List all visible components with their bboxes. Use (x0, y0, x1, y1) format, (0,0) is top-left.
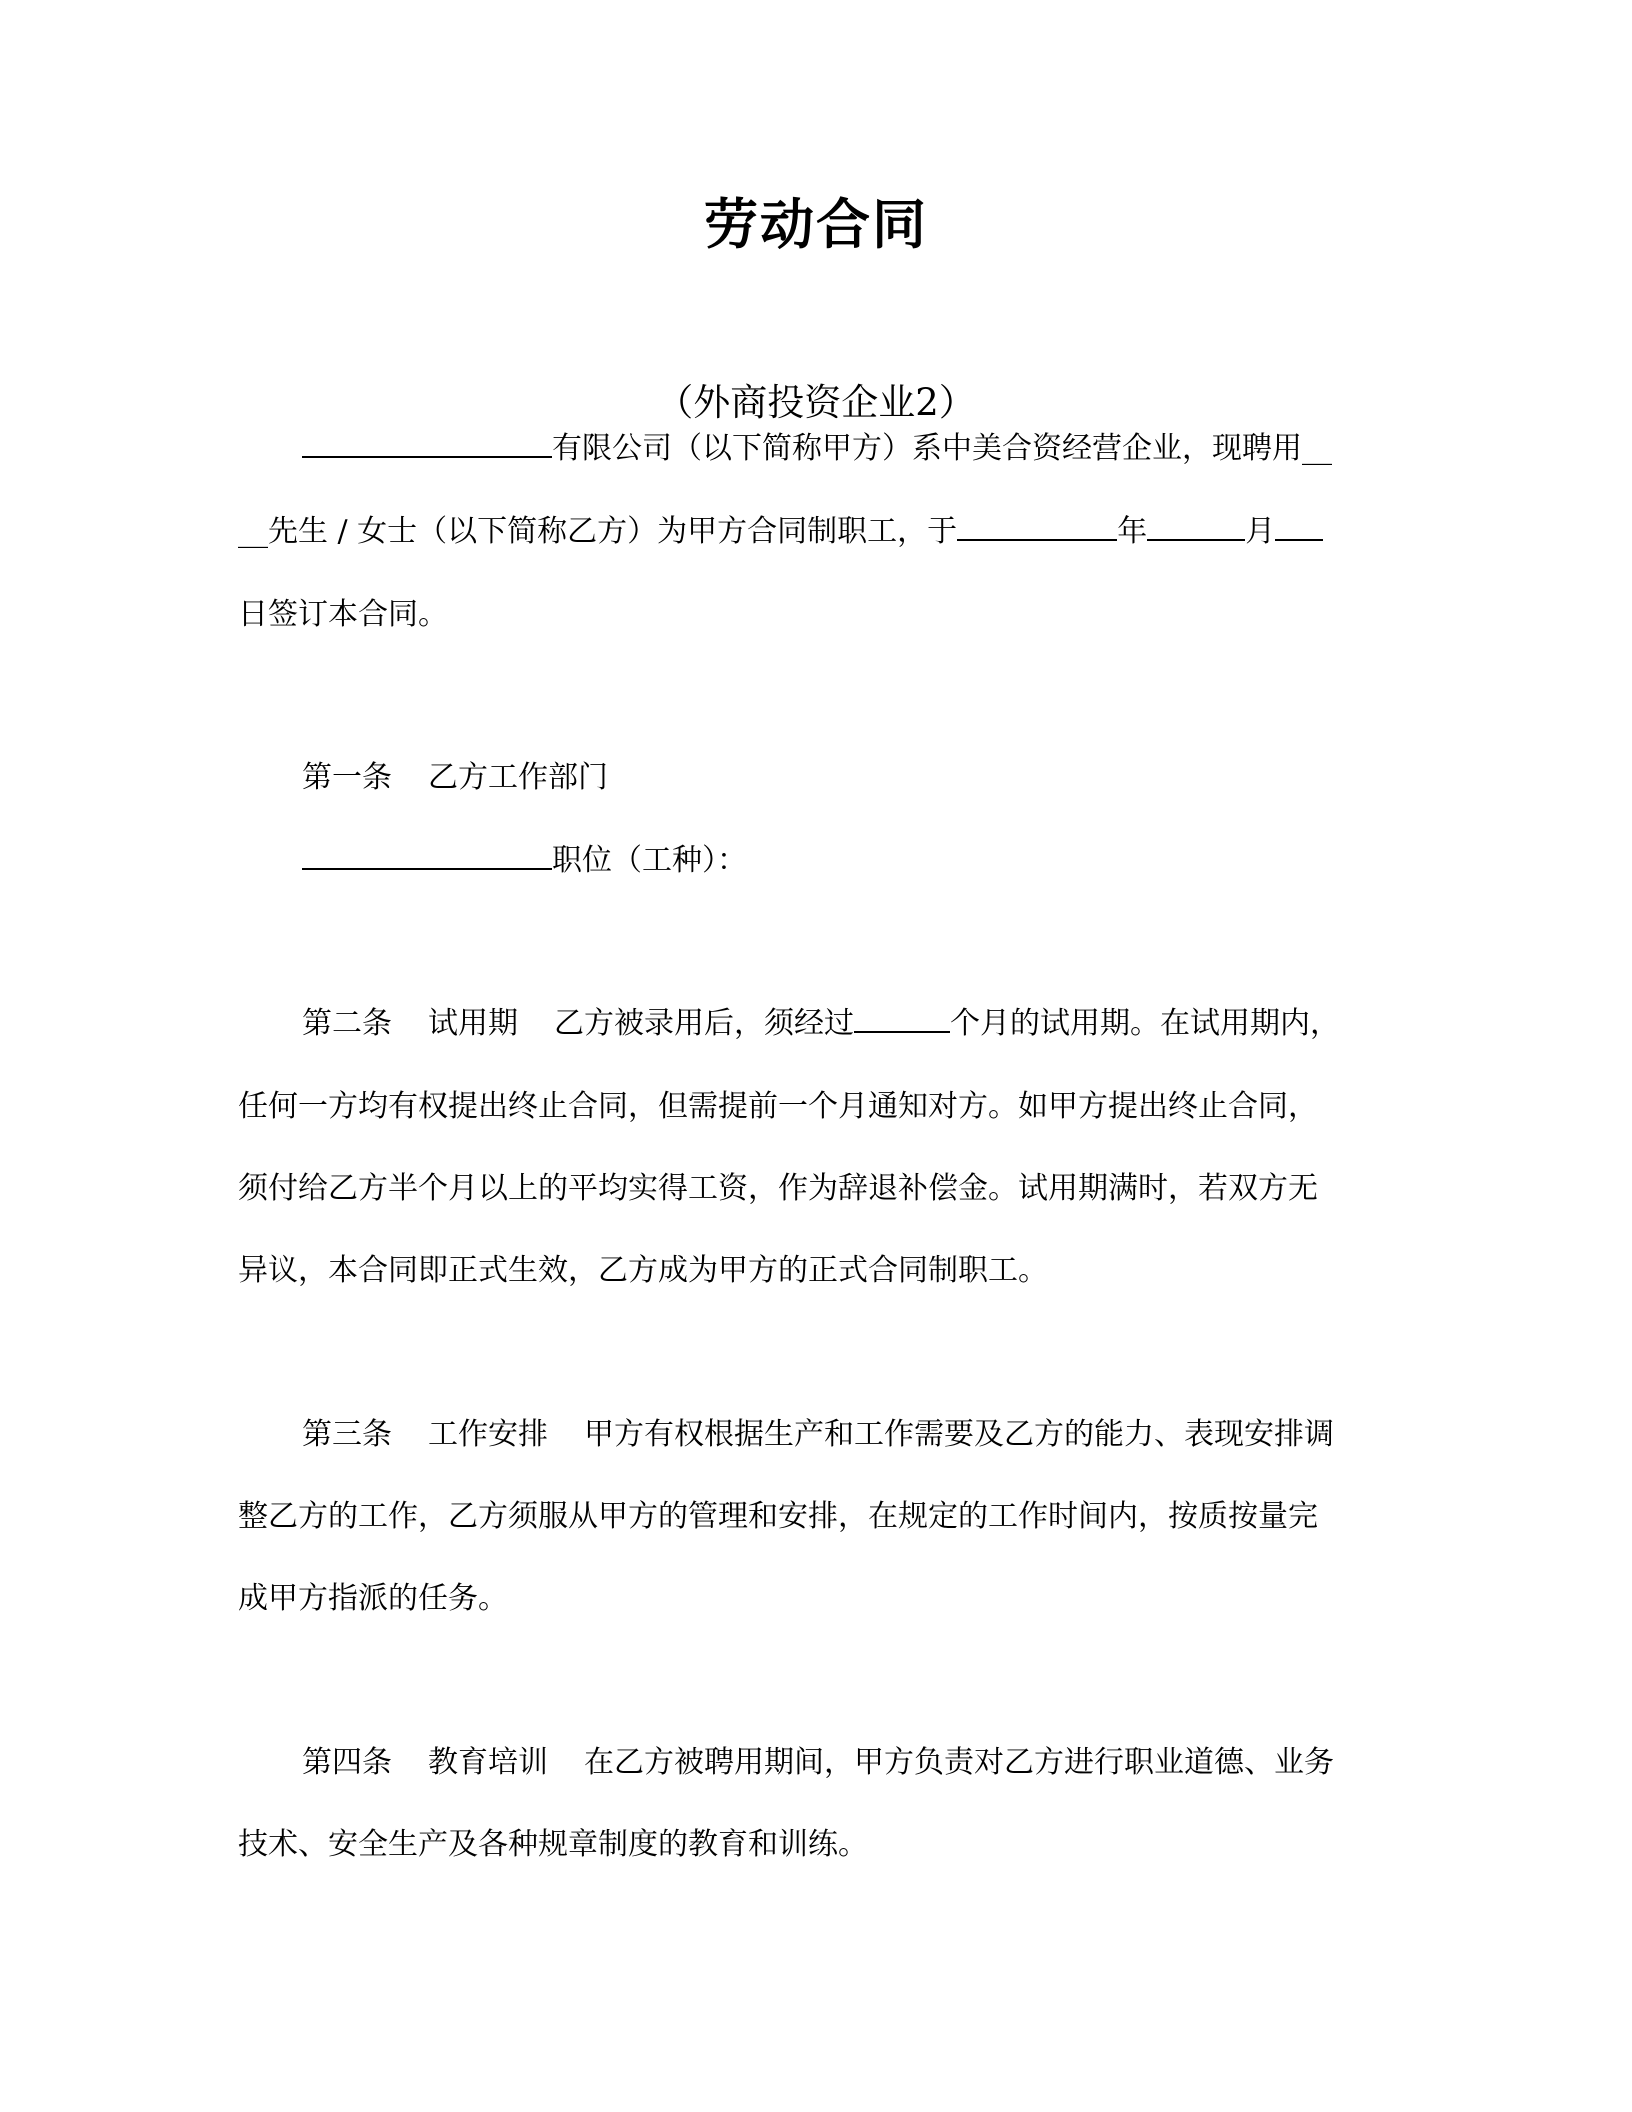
article-2-text-1b: 个月的试用期。在试用期内， (950, 1006, 1340, 1041)
article-2-heading: 试用期 (428, 1006, 518, 1041)
intro-text-2a: __先生 / 女士（以下简称乙方）为甲方合同制职工，于 (238, 514, 958, 549)
article-1-heading-line (302, 757, 608, 799)
article-3-heading: 工作安排 (428, 1417, 548, 1452)
intro-text-year: 年 (1117, 514, 1148, 549)
company-name-blank[interactable] (302, 428, 552, 458)
article-2-line-1 (302, 1003, 1340, 1045)
article-4-heading: 教育培训 (428, 1745, 548, 1780)
day-blank[interactable] (1275, 511, 1323, 541)
article-1-heading: 乙方工作部门 (428, 760, 608, 795)
article-4-line-2 (238, 1824, 868, 1866)
article-4-number: 第四条 (302, 1745, 392, 1780)
article-2-text-3: 须付给乙方半个月以上的平均实得工资，作为辞退补偿金。试用期满时，若双方无 (238, 1171, 1318, 1206)
intro-line-2 (238, 511, 1323, 553)
intro-line-1 (302, 428, 1332, 470)
article-3-number: 第三条 (302, 1417, 392, 1452)
article-1-position: 职位（工种）： (552, 843, 747, 878)
article-2-number: 第二条 (302, 1006, 392, 1041)
article-4-text-1: 在乙方被聘用期间，甲方负责对乙方进行职业道德、业务 (584, 1745, 1334, 1780)
department-blank[interactable] (302, 840, 552, 870)
article-3-line-2 (238, 1496, 1318, 1538)
article-3-text-2: 整乙方的工作，乙方须服从甲方的管理和安排，在规定的工作时间内，按质按量完 (238, 1499, 1318, 1534)
article-3-line-1 (302, 1414, 1334, 1456)
article-1-number: 第一条 (302, 760, 392, 795)
article-4-line-1 (302, 1742, 1334, 1784)
article-3-line-3 (238, 1578, 508, 1620)
article-2-line-4 (238, 1250, 1048, 1292)
article-2-line-2 (238, 1086, 1318, 1128)
article-1-line-2 (302, 840, 747, 882)
article-2-text-4: 异议，本合同即正式生效，乙方成为甲方的正式合同制职工。 (238, 1253, 1048, 1288)
intro-text-3: 日签订本合同。 (238, 597, 448, 632)
month-blank[interactable] (1147, 511, 1245, 541)
article-4-text-2: 技术、安全生产及各种规章制度的教育和训练。 (238, 1827, 868, 1862)
article-2-line-3 (238, 1168, 1318, 1210)
intro-text-1: 有限公司（以下简称甲方）系中美合资经营企业，现聘用__ (552, 431, 1332, 466)
article-2-text-2: 任何一方均有权提出终止合同，但需提前一个月通知对方。如甲方提出终止合同， (238, 1089, 1318, 1124)
year-blank[interactable] (957, 511, 1117, 541)
probation-months-blank[interactable] (854, 1003, 950, 1033)
article-2-text-1a: 乙方被录用后，须经过 (554, 1006, 854, 1041)
document-subtitle: （外商投资企业2） (656, 381, 976, 424)
document-title: 劳动合同 (704, 193, 928, 256)
intro-text-month: 月 (1245, 514, 1276, 549)
article-3-text-3: 成甲方指派的任务。 (238, 1581, 508, 1616)
article-3-text-1: 甲方有权根据生产和工作需要及乙方的能力、表现安排调 (584, 1417, 1334, 1452)
intro-line-3 (238, 594, 448, 636)
